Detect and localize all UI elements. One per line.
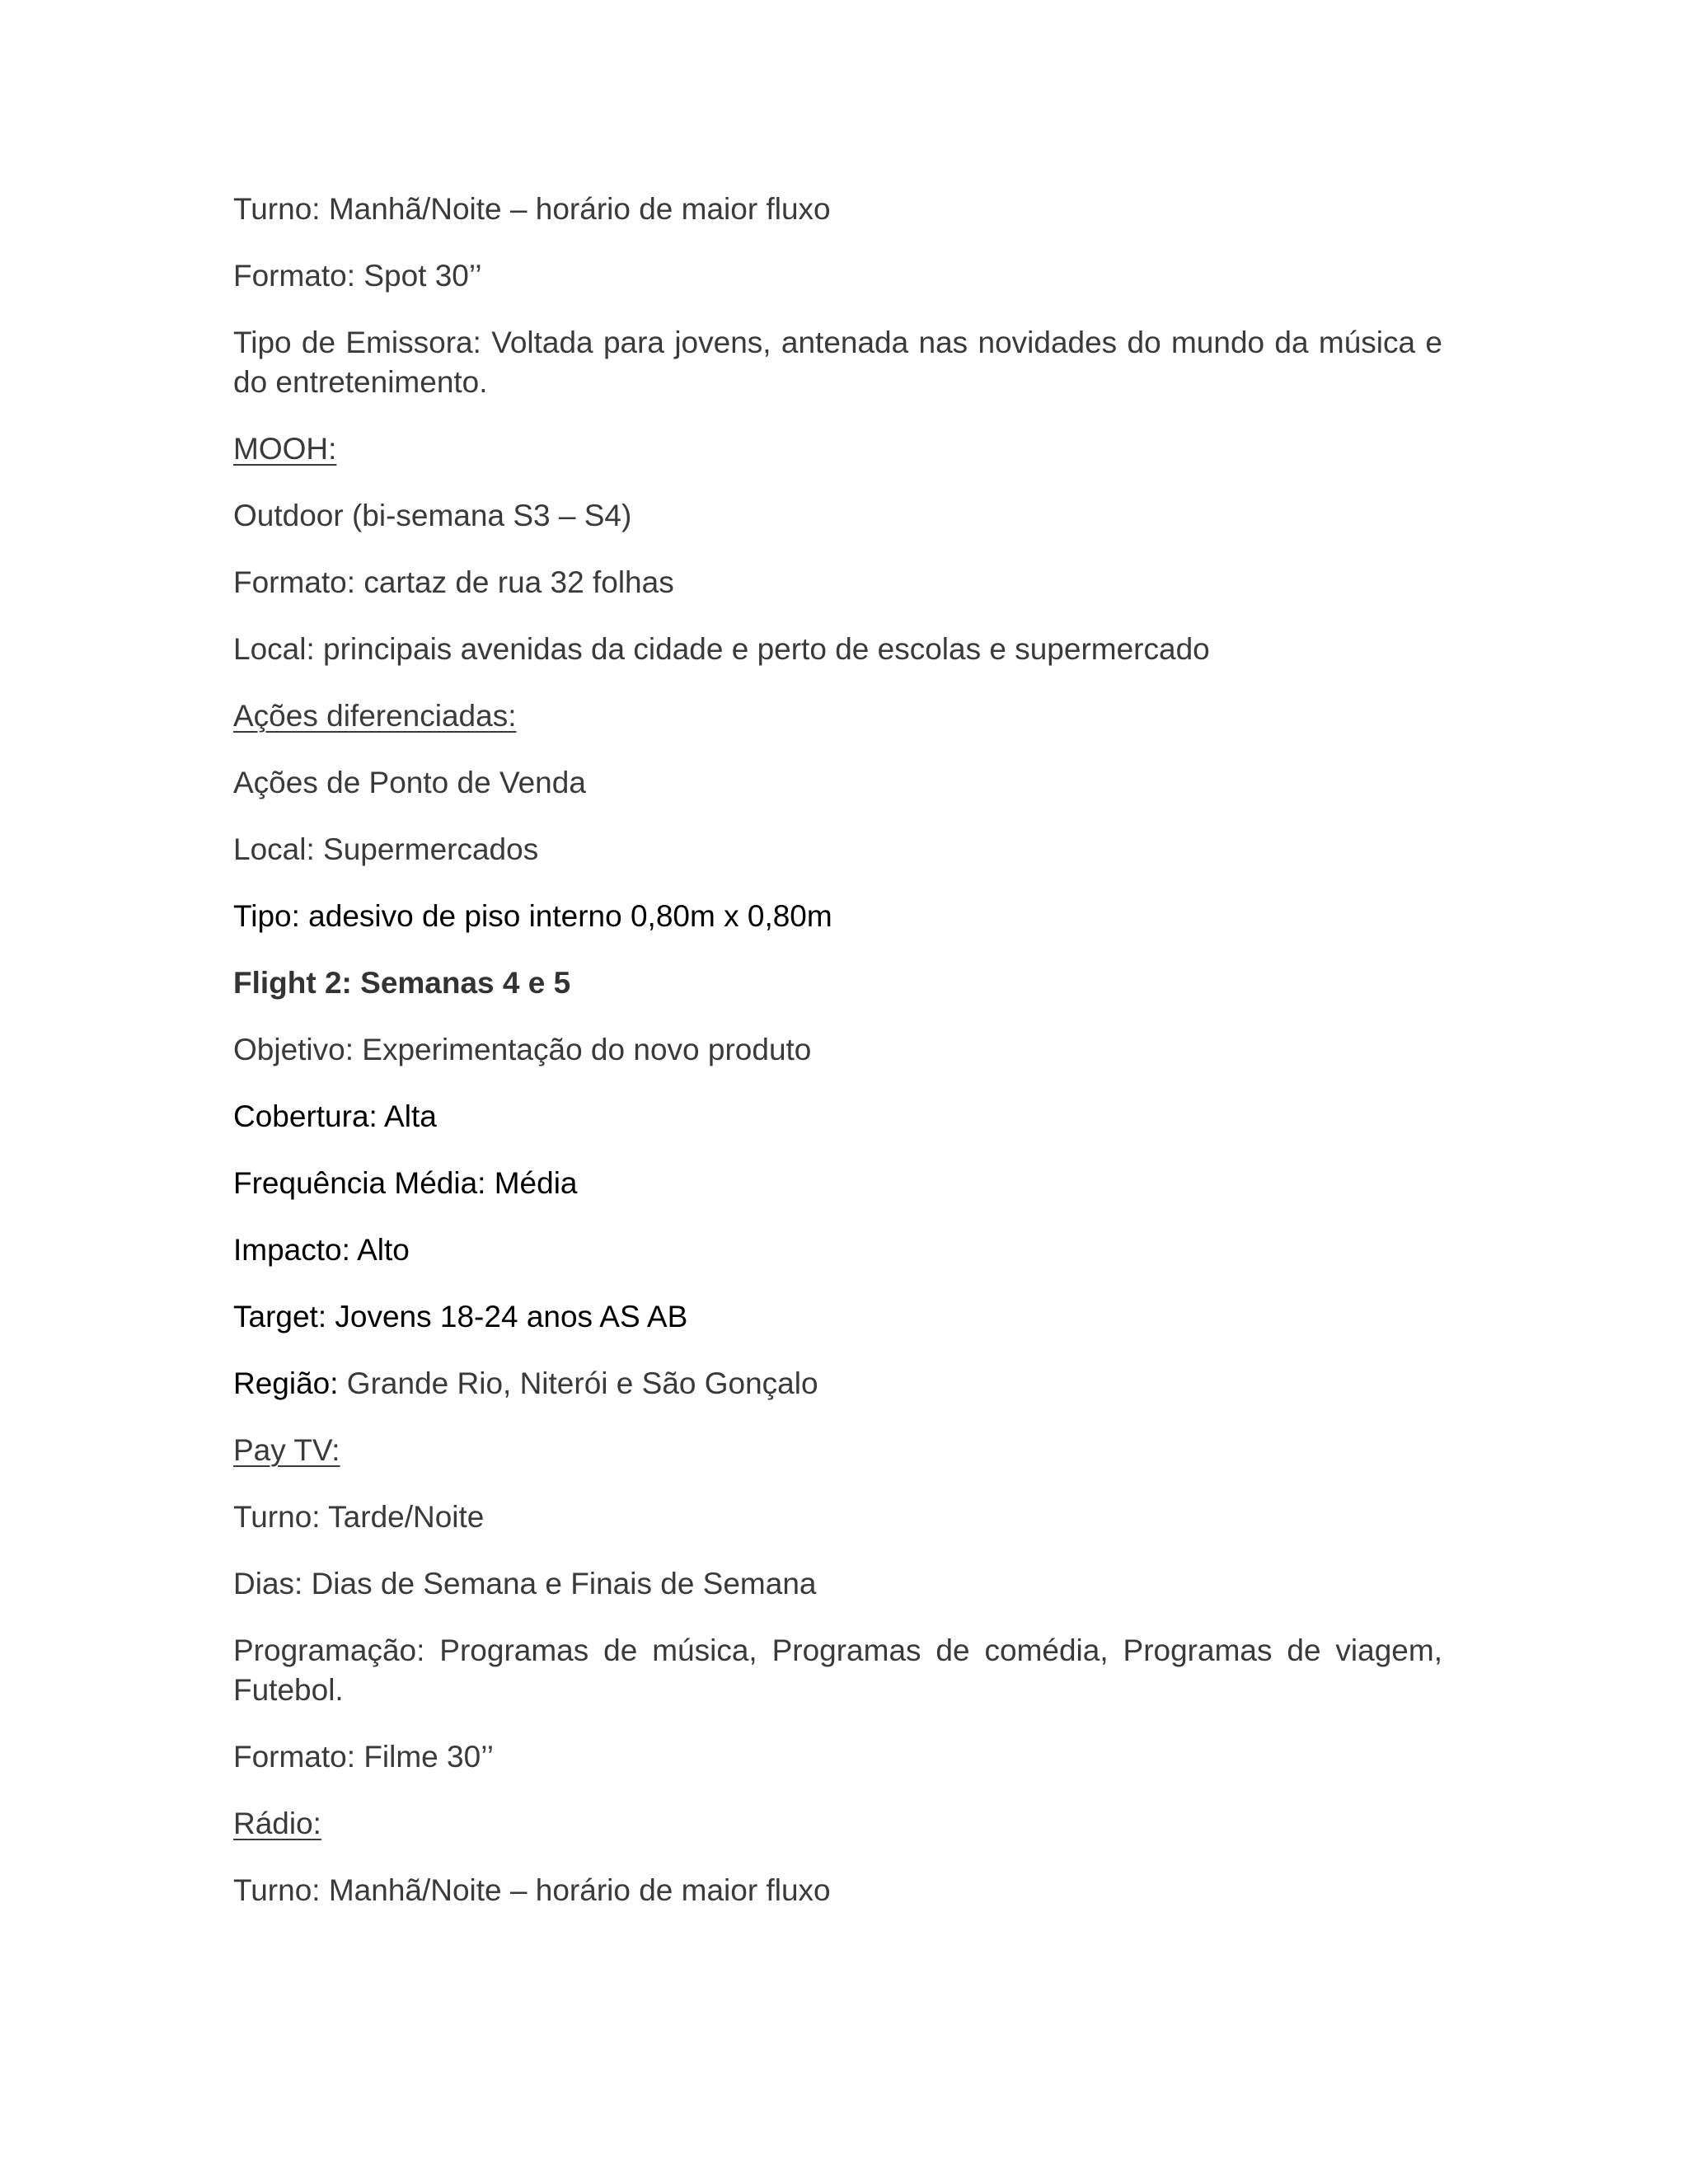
regiao-value: Grande Rio, Niterói e São Gonçalo	[338, 1366, 818, 1400]
paragraph-programacao: Programação: Programas de música, Programas de comédia, Programas de viagem, Futebol.	[233, 1633, 1442, 1707]
regiao-label: Região:	[233, 1366, 339, 1400]
paragraph-turno-radio-2: Turno: Manhã/Noite – horário de maior fluxo	[233, 1873, 831, 1907]
paragraph-local-avenidas: Local: principais avenidas da cidade e perto de escolas e supermercado	[233, 632, 1210, 666]
paragraph-dias: Dias: Dias de Semana e Finais de Semana	[233, 1567, 817, 1601]
heading-mooh: MOOH:	[233, 432, 337, 466]
paragraph-turno-tarde: Turno: Tarde/Noite	[233, 1500, 485, 1534]
paragraph-tipo-emissora: Tipo de Emissora: Voltada para jovens, antenada nas novidades do mundo da música e do entretenimento.	[233, 326, 1442, 399]
paragraph-formato-spot: Formato: Spot 30’’	[233, 259, 482, 293]
heading-pay-tv: Pay TV:	[233, 1433, 340, 1467]
heading-flight-2: Flight 2: Semanas 4 e 5	[233, 966, 571, 1000]
document-body	[233, 190, 1442, 1938]
paragraph-impacto: Impacto: Alto	[233, 1233, 410, 1267]
paragraph-outdoor: Outdoor (bi-semana S3 – S4)	[233, 499, 632, 532]
paragraph-objetivo: Objetivo: Experimentação do novo produto	[233, 1033, 812, 1066]
heading-acoes-diferenciadas: Ações diferenciadas:	[233, 699, 517, 733]
paragraph-formato-filme: Formato: Filme 30’’	[233, 1740, 494, 1774]
paragraph-tipo-adesivo: Tipo: adesivo de piso interno 0,80m x 0,80m	[233, 899, 832, 933]
paragraph-target: Target: Jovens 18-24 anos AS AB	[233, 1300, 688, 1333]
paragraph-turno-radio: Turno: Manhã/Noite – horário de maior fluxo	[233, 192, 831, 226]
paragraph-formato-cartaz: Formato: cartaz de rua 32 folhas	[233, 565, 674, 599]
paragraph-frequencia: Frequência Média: Média	[233, 1166, 578, 1200]
heading-radio: Rádio:	[233, 1807, 321, 1840]
paragraph-regiao	[233, 1364, 1442, 1404]
paragraph-cobertura: Cobertura: Alta	[233, 1099, 437, 1133]
paragraph-local-supermercados: Local: Supermercados	[233, 832, 539, 866]
paragraph-acoes-ponto-venda: Ações de Ponto de Venda	[233, 766, 586, 799]
